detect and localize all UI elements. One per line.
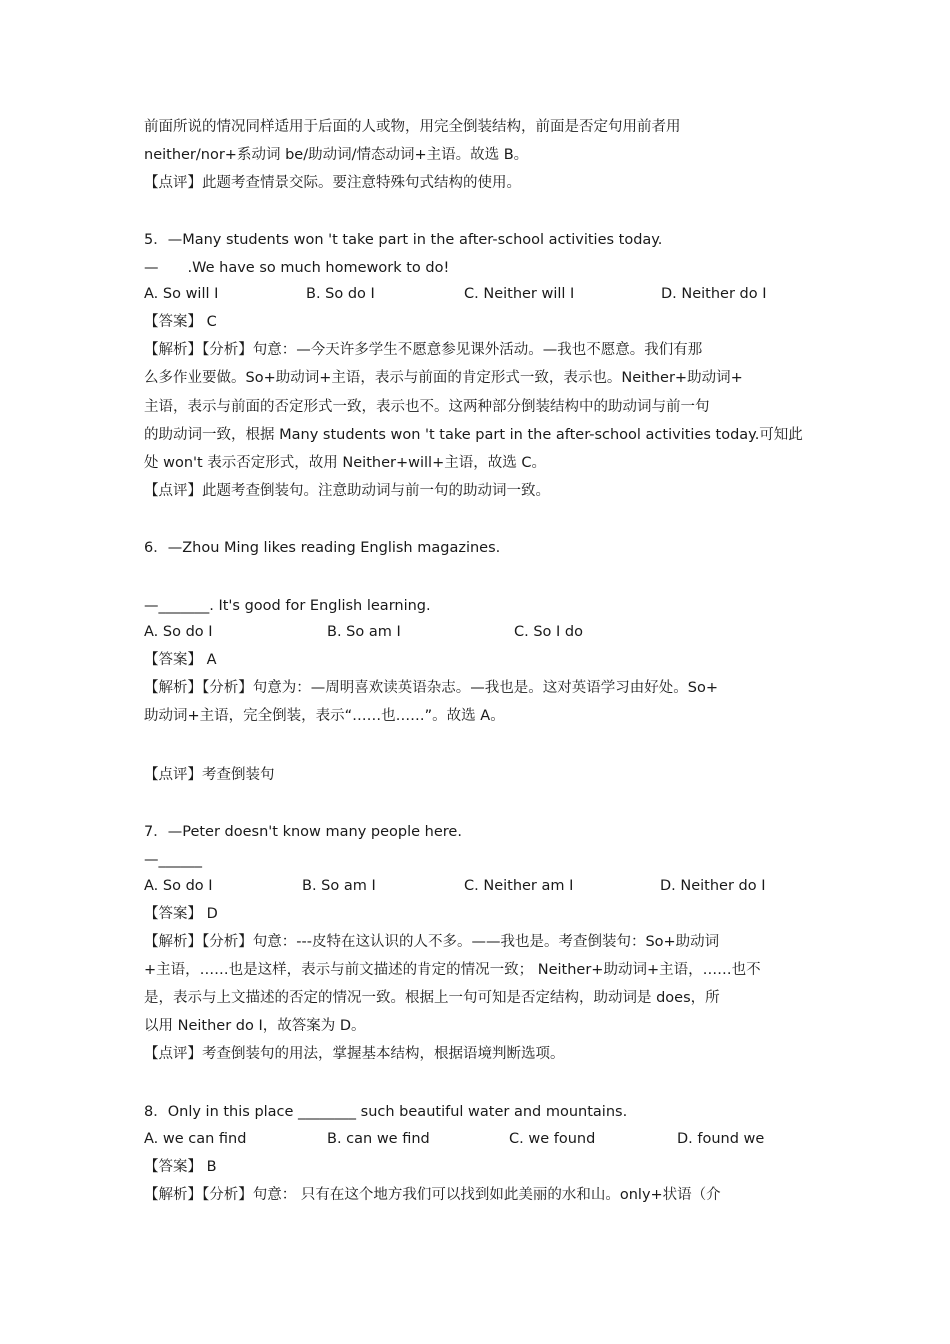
- option-d: D. found we: [677, 1131, 765, 1147]
- option-c: C. Neither will I: [464, 286, 575, 302]
- option-b: B. So am I: [327, 624, 401, 640]
- option-a: A. we can find: [144, 1131, 247, 1147]
- question-6-reply: —_______. It's good for English learning.: [144, 598, 431, 614]
- analysis-line: 【解析】【分析】句意为：—周明喜欢读英语杂志。—我也是。这对英语学习由好处。So+: [144, 680, 718, 696]
- option-c: C. Neither am I: [464, 878, 574, 894]
- option-b: B. can we find: [327, 1131, 430, 1147]
- option-b: B. So am I: [302, 878, 376, 894]
- answer-line: 【答案】 A: [144, 652, 217, 668]
- question-8: 8．Only in this place ________ such beautiful water and mountains.: [144, 1104, 628, 1120]
- option-a: A. So will I: [144, 286, 219, 302]
- question-7: 7．—Peter doesn't know many people here.: [144, 824, 462, 840]
- option-b: B. So do I: [306, 286, 375, 302]
- question-5: 5．—Many students won 't take part in the after-school activities today.: [144, 232, 663, 248]
- analysis-line: 么多作业要做。So+助动词+主语，表示与前面的肯定形式一致，表示也。Neither+助动词+: [144, 370, 743, 386]
- analysis-line: 【解析】【分析】句意： 只有在这个地方我们可以找到如此美丽的水和山。only+状语（介: [144, 1187, 721, 1203]
- analysis-line: 以用 Neither do I，故答案为 D。: [144, 1018, 366, 1034]
- answer-line: 【答案】 D: [144, 906, 218, 922]
- analysis-line: 主语，表示与前面的否定形式一致，表示也不。这两种部分倒装结构中的助动词与前一句: [144, 399, 710, 415]
- question-7-reply: —______: [144, 852, 202, 868]
- analysis-line: +主语，……也是这样，表示与前文描述的肯定的情况一致； Neither+助动词+主语，……也不: [144, 962, 761, 978]
- option-c: C. So I do: [514, 624, 583, 640]
- analysis-line: 的助动词一致，根据 Many students won 't take part in the after-school activities today.可知此: [144, 427, 803, 443]
- analysis-line: 处 won't 表示否定形式，故用 Neither+will+主语，故选 C。: [144, 455, 546, 471]
- option-c: C. we found: [509, 1131, 596, 1147]
- analysis-line: 【解析】【分析】句意：---皮特在这认识的人不多。——我也是。考查倒装句：So+助动词: [144, 934, 720, 950]
- text-line: neither/nor+系动词 be/助动词/情态动词+主语。故选 B。: [144, 147, 529, 163]
- question-5-reply: — .We have so much homework to do!: [144, 260, 450, 276]
- analysis-line: 是，表示与上文描述的否定的情况一致。根据上一句可知是否定结构，助动词是 does，所: [144, 990, 720, 1006]
- option-a: A. So do I: [144, 624, 213, 640]
- answer-line: 【答案】 C: [144, 314, 217, 330]
- analysis-line: 助动词+主语，完全倒装，表示“……也……”。故选 A。: [144, 708, 505, 724]
- comment-line: 【点评】考查倒装句: [144, 767, 275, 783]
- question-6: 6．—Zhou Ming likes reading English magazines.: [144, 540, 501, 556]
- answer-line: 【答案】 B: [144, 1159, 217, 1175]
- option-a: A. So do I: [144, 878, 213, 894]
- option-d: D. Neither do I: [660, 878, 766, 894]
- analysis-line: 【解析】【分析】句意：—今天许多学生不愿意参见课外活动。—我也不愿意。我们有那: [144, 342, 703, 358]
- comment-line: 【点评】此题考查倒装句。注意助动词与前一句的助动词一致。: [144, 483, 550, 499]
- comment-line: 【点评】考查倒装句的用法，掌握基本结构，根据语境判断选项。: [144, 1046, 565, 1062]
- option-d: D. Neither do I: [661, 286, 767, 302]
- text-line: 前面所说的情况同样适用于后面的人或物，用完全倒装结构，前面是否定句用前者用: [144, 119, 681, 135]
- comment-line: 【点评】此题考查情景交际。要注意特殊句式结构的使用。: [144, 175, 521, 191]
